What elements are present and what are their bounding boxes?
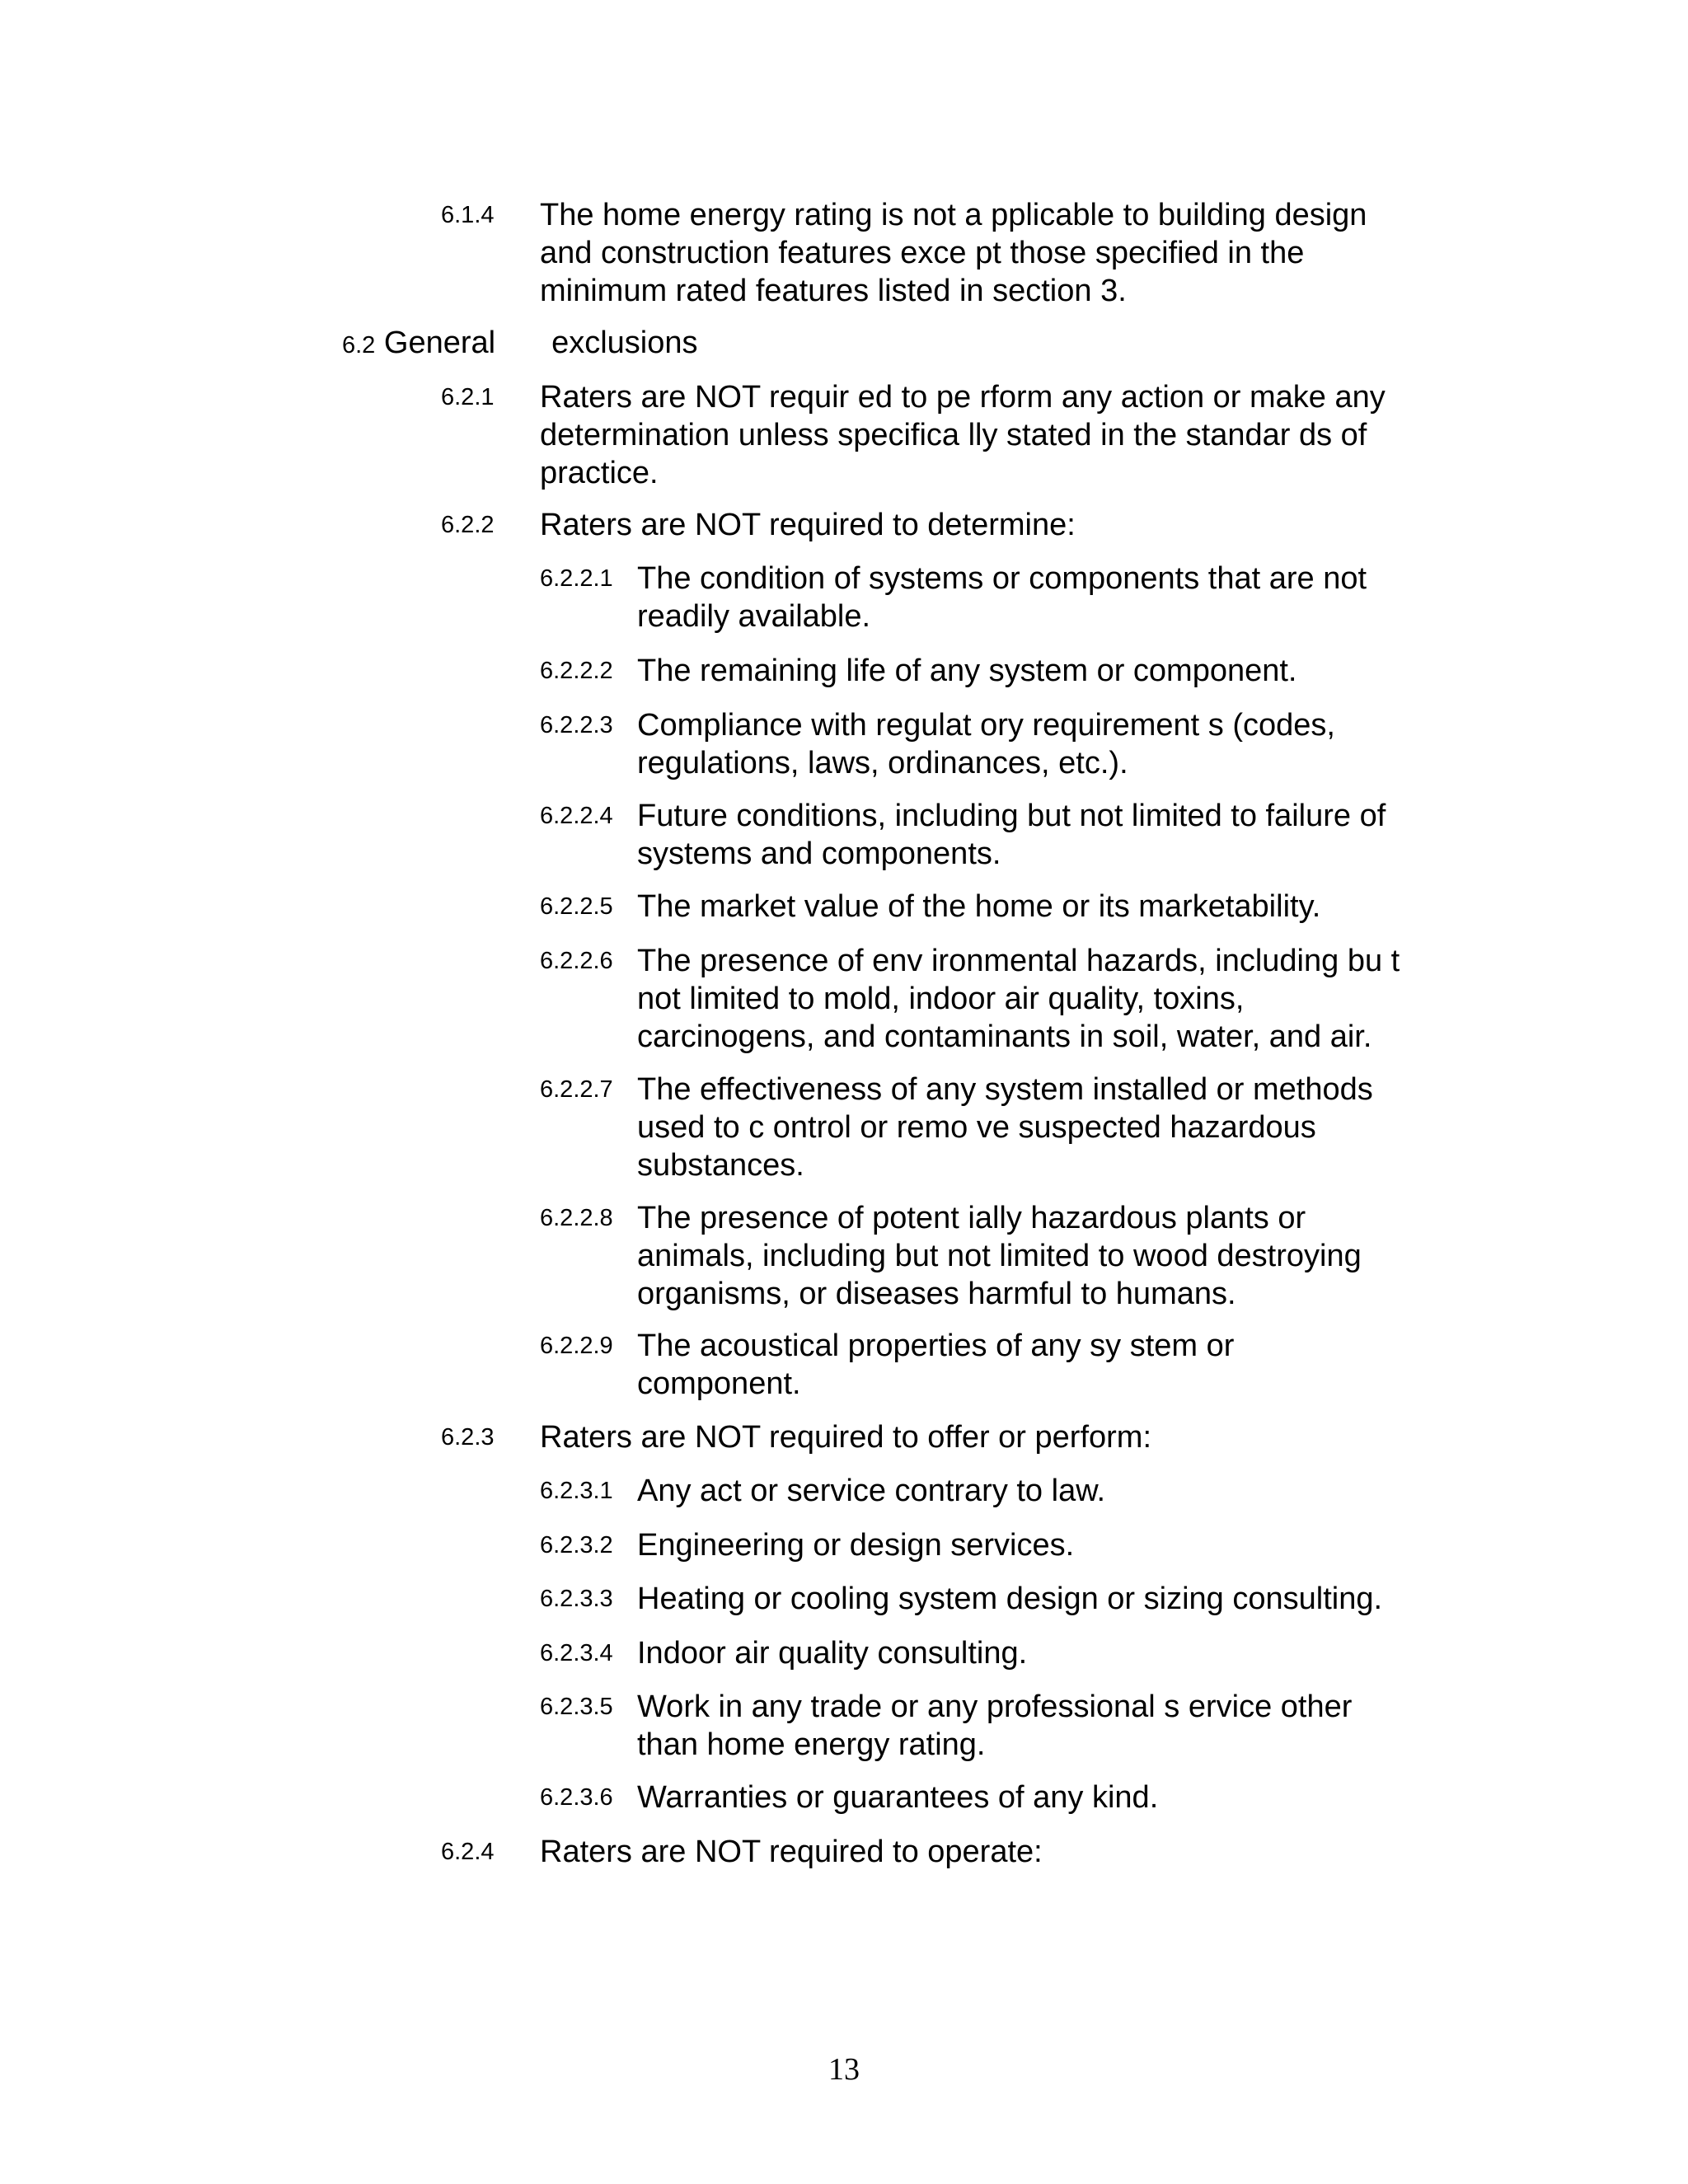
section-text: The effectiveness of any system installed or methods used to c ontrol or remo ve suspected hazardous substances.: [637, 1072, 1373, 1183]
section-number: 6.2: [342, 332, 376, 359]
section-number: 6.2.2.8: [540, 1205, 613, 1231]
section-text: Work in any trade or any professional s ervice other than home energy rating.: [637, 1690, 1353, 1762]
section-number: 6.2.2.6: [540, 948, 613, 974]
section-title-exclusions: exclusions: [551, 326, 698, 360]
section-number: 6.2.2.9: [540, 1333, 613, 1359]
section-text: Raters are NOT requir ed to pe rform any action or make any determination unless specifica lly stated in the standar ds of practice.: [540, 380, 1386, 490]
section-number: 6.2.3.2: [540, 1532, 613, 1558]
section-text: Compliance with regulat ory requirement s (codes, regulations, laws, ordinances, etc.).: [637, 708, 1335, 780]
section-text: The acoustical properties of any sy stem or component.: [637, 1329, 1235, 1401]
section-number: 6.2.2: [441, 512, 495, 538]
section-number: 6.2.3.4: [540, 1640, 613, 1666]
section-text: The remaining life of any system or component.: [637, 654, 1297, 688]
section-number: 6.2.1: [441, 384, 495, 410]
section-number: 6.2.2.7: [540, 1076, 613, 1103]
section-text: The home energy rating is not a pplicable to building design and construction features exce pt those specified in the minimum rated features listed in section 3.: [540, 198, 1367, 308]
section-text: The presence of env ironmental hazards, including bu t not limited to mold, indoor air quality, toxins, carcinogens, and contaminants in soil, water, and air.: [637, 944, 1400, 1054]
section-number: 6.2.3.1: [540, 1478, 613, 1504]
section-text: Raters are NOT required to determine:: [540, 508, 1076, 542]
section-text: The condition of systems or components that are not readily available.: [637, 561, 1367, 634]
section-text: Warranties or guarantees of any kind.: [637, 1780, 1159, 1815]
section-number: 6.2.2.4: [540, 803, 613, 829]
section-text: Any act or service contrary to law.: [637, 1474, 1106, 1508]
section-number: 6.1.4: [441, 202, 495, 228]
section-number: 6.2.2.2: [540, 658, 613, 684]
section-text: Future conditions, including but not limited to failure of systems and components.: [637, 799, 1386, 871]
section-number: 6.2.2.3: [540, 712, 613, 738]
section-number: 6.2.3.5: [540, 1694, 613, 1720]
section-number: 6.2.4: [441, 1839, 495, 1865]
page-number: 13: [828, 2052, 860, 2087]
section-number: 6.2.3.6: [540, 1784, 613, 1811]
section-text: The market value of the home or its marketability.: [637, 889, 1321, 924]
section-text: Engineering or design services.: [637, 1528, 1075, 1563]
section-number: 6.2.3.3: [540, 1586, 613, 1612]
section-number: 6.2.3: [441, 1424, 495, 1451]
section-text: The presence of potent ially hazardous plants or animals, including but not limited to wood destroying organisms, or diseases harmful to humans.: [637, 1201, 1362, 1311]
section-text: Raters are NOT required to operate:: [540, 1835, 1043, 1869]
section-text: Indoor air quality consulting.: [637, 1636, 1028, 1671]
section-number: 6.2.2.1: [540, 565, 613, 592]
section-6-2-heading: [342, 324, 698, 364]
section-title-general: General: [383, 326, 496, 360]
section-text: Heating or cooling system design or sizing consulting.: [637, 1582, 1383, 1616]
section-number: 6.2.2.5: [540, 893, 613, 920]
section-text: Raters are NOT required to offer or perform:: [540, 1420, 1152, 1455]
